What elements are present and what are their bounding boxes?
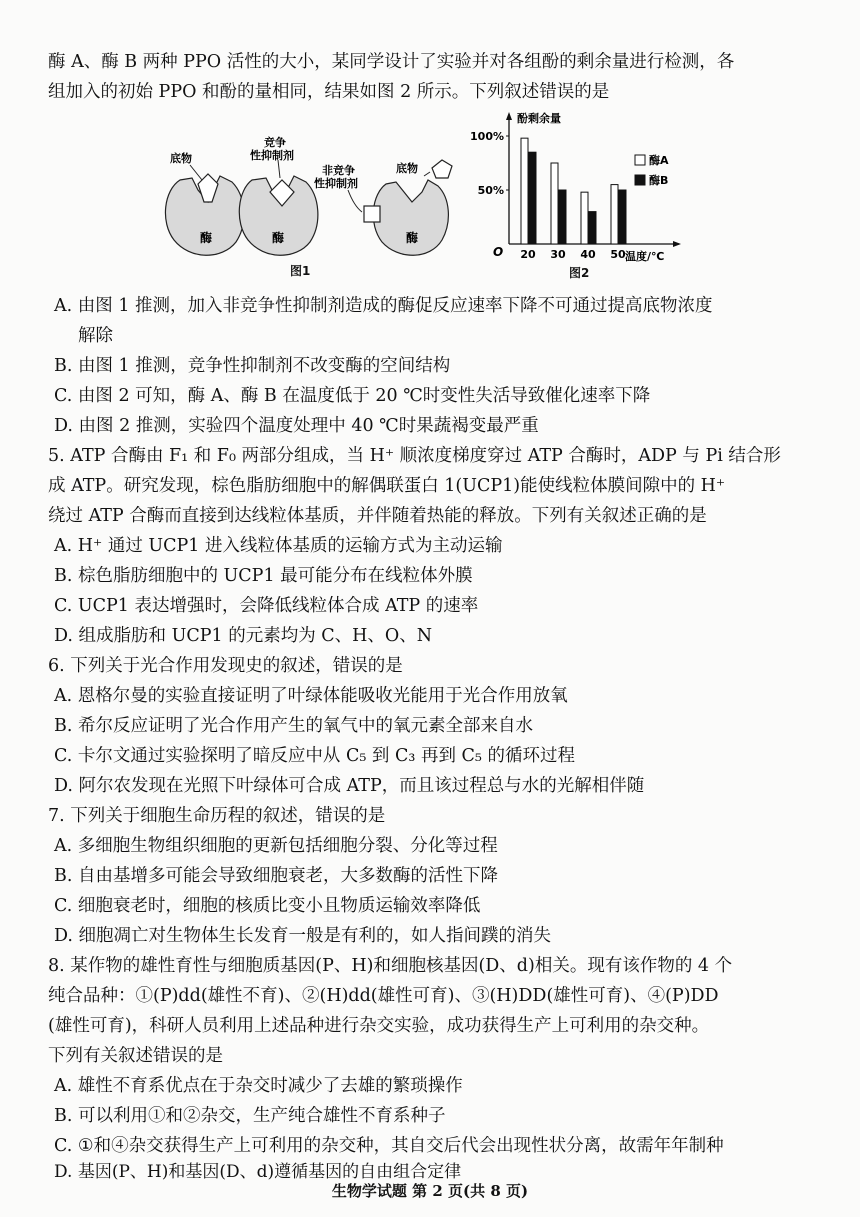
q4-option-a-line-2: 解除	[78, 326, 113, 346]
q8-stem-line-4: 下列有关叙述错误的是	[48, 1046, 223, 1066]
y-tick-label: 50%	[477, 184, 504, 197]
x-tick-label: 40	[580, 248, 596, 261]
page-footer: 生物学试题 第 2 页(共 8 页)	[331, 1182, 529, 1200]
figure-1-caption: 图1	[290, 264, 311, 278]
noncompetitive-inhibitor-shape	[364, 206, 380, 222]
q5-stem-line-1: 5. ATP 合酶由 F₁ 和 F₀ 两部分组成，当 H⁺ 顺浓度梯度穿过 ATP 合酶时，ADP 与 Pi 结合形	[48, 446, 781, 466]
y-tick-label: 100%	[470, 130, 504, 143]
q4-option-d: D. 由图 2 推测，实验四个温度处理中 40 ℃时果蔬褐变最严重	[54, 416, 539, 436]
q4-option-a-line-1: A. 由图 1 推测，加入非竞争性抑制剂造成的酶促反应速率下降不可通过提高底物浓度	[54, 296, 713, 316]
x-axis-arrow	[673, 241, 681, 247]
q4-option-c: C. 由图 2 可知，酶 A、酶 B 在温度低于 20 ℃时变性失活导致催化速率下降	[54, 386, 651, 406]
q5-option-b: B. 棕色脂肪细胞中的 UCP1 最可能分布在线粒体外膜	[54, 566, 473, 586]
q6-option-b: B. 希尔反应证明了光合作用产生的氧气中的氧元素全部来自水	[54, 716, 533, 736]
enzyme-label-3: 酶	[406, 231, 419, 245]
competitive-pointer	[278, 160, 280, 178]
q8-stem-line-1: 8. 某作物的雄性育性与细胞质基因(P、H)和细胞核基因(D、d)相关。现有该作物的 4 个	[48, 956, 733, 976]
bar-enzyme-b	[559, 190, 566, 244]
q5-stem-line-2: 成 ATP。研究发现，棕色脂肪细胞中的解偶联蛋白 1(UCP1)能使线粒体膜间隙中的 H⁺	[48, 476, 726, 496]
y-axis-label: 酚剩余量	[517, 112, 561, 125]
noncompetitive-arrow	[348, 190, 362, 212]
y-axis-arrow	[506, 112, 512, 120]
legend-label: 酶A	[649, 154, 669, 167]
figure-2-caption: 图2	[569, 266, 590, 280]
bar-enzyme-a	[581, 192, 588, 244]
substrate-label: 底物	[170, 152, 192, 165]
q5-option-c: C. UCP1 表达增强时，会降低线粒体合成 ATP 的速率	[54, 596, 479, 616]
q8-option-b: B. 可以利用①和②杂交，生产纯合雄性不育系种子	[54, 1106, 446, 1126]
competitive-label-1: 竞争	[264, 136, 286, 149]
q8-option-c: C. ①和④杂交获得生产上可利用的杂交种，其自交后代会出现性状分离，故需年年制种	[54, 1136, 724, 1156]
q8-option-a: A. 雄性不育系优点在于杂交时减少了去雄的繁琐操作	[54, 1076, 463, 1096]
competitive-label-2: 性抑制剂	[250, 149, 294, 162]
q7-option-d: D. 细胞凋亡对生物体生长发育一般是有利的，如人指间蹼的消失	[54, 926, 552, 946]
q6-option-a: A. 恩格尔曼的实验直接证明了叶绿体能吸收光能用于光合作用放氧	[54, 686, 568, 706]
q8-option-d: D. 基因(P、H)和基因(D、d)遵循基因的自由组合定律	[54, 1162, 462, 1182]
figure-2	[465, 108, 705, 288]
bar-chart	[465, 108, 705, 268]
q6-option-d: D. 阿尔农发现在光照下叶绿体可合成 ATP，而且该过程总与水的光解相伴随	[54, 776, 645, 796]
q4-option-b: B. 由图 1 推测，竞争性抑制剂不改变酶的空间结构	[54, 356, 451, 376]
x-axis-label: 温度/℃	[625, 250, 665, 263]
q7-option-c: C. 细胞衰老时，细胞的核质比变小且物质运输效率降低	[54, 896, 481, 916]
origin-label: O	[493, 245, 504, 259]
q7-option-b: B. 自由基增多可能会导致细胞衰老，大多数酶的活性下降	[54, 866, 498, 886]
enzyme-label-2: 酶	[272, 231, 285, 245]
x-tick-label: 50	[610, 248, 626, 261]
enzyme-label-1: 酶	[200, 231, 213, 245]
bar-enzyme-a	[521, 138, 528, 244]
q8-stem-line-3: (雄性可育)，科研人员利用上述品种进行杂交实验，成功获得生产上可利用的杂交种。	[48, 1016, 710, 1036]
legend-swatch	[635, 155, 645, 165]
figure-1-drawing	[150, 110, 460, 280]
q6-stem: 6. 下列关于光合作用发现史的叙述，错误的是	[48, 656, 403, 676]
x-tick-label: 20	[520, 248, 536, 261]
q5-option-d: D. 组成脂肪和 UCP1 的元素均为 C、H、O、N	[54, 626, 433, 646]
bar-enzyme-a	[551, 163, 558, 244]
legend-label: 酶B	[649, 174, 669, 187]
q5-stem-line-3: 绕过 ATP 合酶而直接到达线粒体基质，并伴随着热能的释放。下列有关叙述正确的是	[48, 506, 707, 526]
q7-option-a: A. 多细胞生物组织细胞的更新包括细胞分裂、分化等过程	[54, 836, 498, 856]
intro-line-1: 酶 A、酶 B 两种 PPO 活性的大小，某同学设计了实验并对各组酚的剩余量进行检测，各	[48, 52, 735, 72]
free-substrate-shape	[432, 160, 452, 178]
bar-enzyme-b	[529, 152, 536, 244]
substrate-release-arrow	[424, 172, 430, 176]
q5-option-a: A. H⁺ 通过 UCP1 进入线粒体基质的运输方式为主动运输	[54, 536, 503, 556]
q6-option-c: C. 卡尔文通过实验探明了暗反应中从 C₅ 到 C₃ 再到 C₅ 的循环过程	[54, 746, 575, 766]
noncompetitive-label-1: 非竞争	[322, 164, 355, 177]
legend-swatch	[635, 175, 645, 185]
bar-enzyme-b	[589, 212, 596, 244]
q8-stem-line-2: 纯合品种：①(P)dd(雄性不育)、②(H)dd(雄性可育)、③(H)DD(雄性可育)、④(P)DD	[48, 986, 719, 1006]
x-tick-label: 30	[550, 248, 566, 261]
intro-line-2: 组加入的初始 PPO 和酚的量相同，结果如图 2 所示。下列叙述错误的是	[48, 82, 610, 102]
bar-enzyme-a	[611, 185, 618, 244]
figure-1	[150, 110, 460, 280]
q7-stem: 7. 下列关于细胞生命历程的叙述，错误的是	[48, 806, 386, 826]
bar-enzyme-b	[619, 190, 626, 244]
substrate-label-2: 底物	[396, 162, 418, 175]
noncompetitive-label-2: 性抑制剂	[314, 177, 358, 190]
